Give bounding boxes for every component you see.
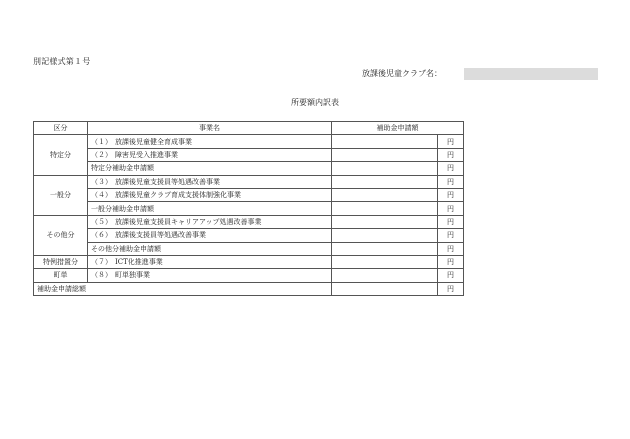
form-number-label: 別記様式第１号 bbox=[33, 57, 91, 66]
item-name: 町単独事業 bbox=[115, 271, 150, 280]
yen-unit: 円 bbox=[438, 188, 464, 201]
amount-input-cell[interactable] bbox=[332, 148, 438, 161]
item-number: （８） bbox=[91, 271, 112, 280]
item-name: 放課後児童クラブ育成支援体制強化事業 bbox=[115, 191, 241, 200]
table-row bbox=[34, 148, 464, 161]
item-number: （２） bbox=[91, 150, 112, 159]
item-name: 放課後児童支援員等処遇改善事業 bbox=[115, 177, 220, 186]
item-number: （４） bbox=[91, 191, 112, 200]
subtotal-row bbox=[34, 202, 464, 215]
table-row bbox=[34, 135, 464, 148]
category-cell: 特例措置分 bbox=[34, 255, 88, 268]
item-name: 障害児受入推進事業 bbox=[115, 150, 178, 159]
document-title: 所要額内訳表 bbox=[291, 98, 339, 107]
subtotal-label: 一般分補助金申請額 bbox=[88, 202, 332, 215]
item-name: ICT化推進事業 bbox=[115, 258, 163, 267]
project-name-cell bbox=[88, 269, 332, 282]
subtotal-label: その他分補助金申請額 bbox=[88, 242, 332, 255]
amount-input-cell[interactable] bbox=[332, 215, 438, 228]
yen-unit: 円 bbox=[438, 215, 464, 228]
amount-input-cell[interactable] bbox=[332, 229, 438, 242]
subtotal-label: 特定分補助金申請額 bbox=[88, 162, 332, 175]
grand-total-label: 補助金申請総額 bbox=[34, 282, 332, 295]
subtotal-row bbox=[34, 162, 464, 175]
yen-unit: 円 bbox=[438, 229, 464, 242]
subtotal-row bbox=[34, 242, 464, 255]
item-number: （１） bbox=[91, 137, 112, 146]
item-name: 放課後児童健全育成事業 bbox=[115, 137, 192, 146]
subtotal-amount-cell[interactable] bbox=[332, 242, 438, 255]
project-name-cell bbox=[88, 148, 332, 161]
project-name-cell bbox=[88, 188, 332, 201]
item-number: （３） bbox=[91, 177, 112, 186]
yen-unit: 円 bbox=[438, 202, 464, 215]
item-name: 放課後支援員等処遇改善事業 bbox=[115, 231, 206, 240]
amount-input-cell[interactable] bbox=[332, 175, 438, 188]
project-name-cell bbox=[88, 135, 332, 148]
item-number: （７） bbox=[91, 258, 112, 267]
yen-unit: 円 bbox=[438, 269, 464, 282]
grand-total-row bbox=[34, 282, 464, 295]
yen-unit: 円 bbox=[438, 148, 464, 161]
subtotal-amount-cell[interactable] bbox=[332, 162, 438, 175]
category-cell: 特定分 bbox=[34, 135, 88, 175]
amount-input-cell[interactable] bbox=[332, 255, 438, 268]
item-number: （５） bbox=[91, 217, 112, 226]
table-row bbox=[34, 269, 464, 282]
table-row bbox=[34, 229, 464, 242]
category-cell: 一般分 bbox=[34, 175, 88, 215]
subtotal-amount-cell[interactable] bbox=[332, 202, 438, 215]
column-header-category: 区分 bbox=[34, 122, 88, 135]
amount-input-cell[interactable] bbox=[332, 135, 438, 148]
project-name-cell bbox=[88, 229, 332, 242]
club-name-field[interactable] bbox=[464, 68, 598, 80]
category-cell: その他分 bbox=[34, 215, 88, 255]
yen-unit: 円 bbox=[438, 282, 464, 295]
table-row bbox=[34, 255, 464, 268]
amount-input-cell[interactable] bbox=[332, 188, 438, 201]
table-header-row bbox=[34, 122, 464, 135]
yen-unit: 円 bbox=[438, 255, 464, 268]
table-row bbox=[34, 175, 464, 188]
yen-unit: 円 bbox=[438, 135, 464, 148]
table-row bbox=[34, 188, 464, 201]
club-name-label: 放課後児童クラブ名： bbox=[362, 69, 442, 78]
category-cell: 町単 bbox=[34, 269, 88, 282]
item-name: 放課後児童支援員キャリアアップ処遇改善事業 bbox=[115, 217, 262, 226]
yen-unit: 円 bbox=[438, 175, 464, 188]
project-name-cell bbox=[88, 215, 332, 228]
amount-input-cell[interactable] bbox=[332, 269, 438, 282]
yen-unit: 円 bbox=[438, 162, 464, 175]
budget-breakdown-table bbox=[33, 121, 464, 296]
grand-total-amount-cell[interactable] bbox=[332, 282, 438, 295]
table-row bbox=[34, 215, 464, 228]
project-name-cell bbox=[88, 255, 332, 268]
yen-unit: 円 bbox=[438, 242, 464, 255]
project-name-cell bbox=[88, 175, 332, 188]
item-number: （６） bbox=[91, 231, 112, 240]
column-header-project-name: 事業名 bbox=[88, 122, 332, 135]
column-header-subsidy-amount: 補助金申請額 bbox=[332, 122, 464, 135]
